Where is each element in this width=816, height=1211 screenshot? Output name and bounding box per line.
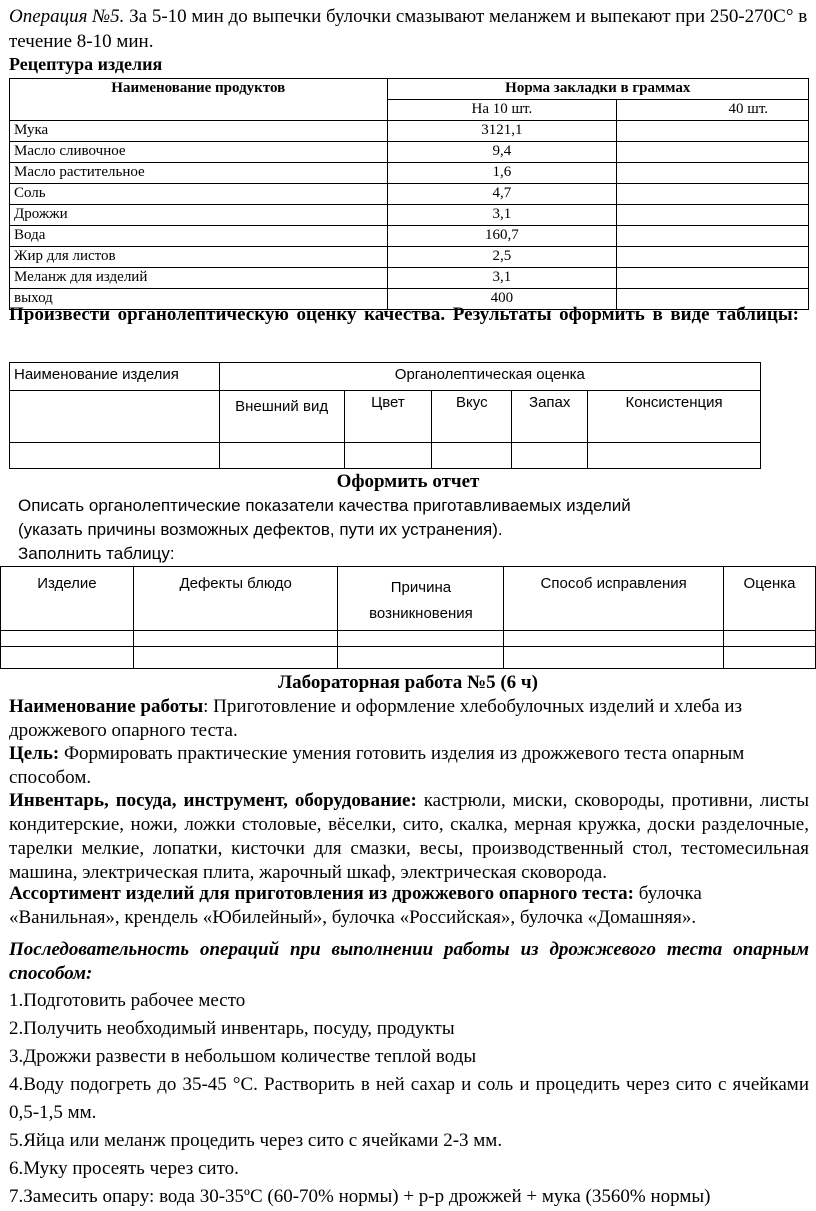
product-qty-10: 1,6 [387, 163, 617, 184]
sub-taste: Вкус [432, 391, 512, 443]
product-qty-10: 400 [387, 289, 617, 310]
product-qty-10: 3,1 [387, 205, 617, 226]
product-name: Соль [10, 184, 388, 205]
goal-text: Формировать практические умения готовить изделия из дрожжевого теста опарным способом. [9, 743, 745, 788]
product-name: Масло сливочное [10, 142, 388, 163]
table-row [10, 268, 809, 289]
product-qty-40 [617, 226, 809, 247]
step-2: 2.Получить необходимый инвентарь, посуду, продукты [9, 1018, 455, 1039]
report-line-1: Описать органолептические показатели качества приготавливаемых изделий [18, 496, 631, 515]
table-row [10, 163, 809, 184]
step-7: 7.Замесить опару: вода 30-35ºС (60-70% нормы) + р-р дрожжей + мука (3560% нормы) [9, 1186, 711, 1207]
product-qty-10: 3,1 [387, 268, 617, 289]
product-qty-10: 2,5 [387, 247, 617, 268]
product-name: Жир для листов [10, 247, 388, 268]
product-qty-40 [617, 163, 809, 184]
inventory-text: кастрюли, миски, сковороды, противни, листы кондитерские, ножи, ложки столовые, вёселки, сито, скалка, мерная кружка, доски разделочные, тарелки мелкие, лопатки, кисточки для смазки, весы, производственный стол, тестомесильная машина, электрическая плита, жарочный шкаф, электрическая сковорода. [9, 790, 809, 883]
product-name: Меланж для изделий [10, 268, 388, 289]
header-norm: Норма закладки в граммах [387, 79, 808, 100]
col-cause: Причина возникновения [338, 567, 504, 631]
table-row [10, 184, 809, 205]
table-row [10, 247, 809, 268]
product-name: Мука [10, 121, 388, 142]
col-product-name: Наименование изделия [10, 363, 220, 391]
inventory-paragraph [9, 789, 809, 885]
col-fix: Способ исправления [504, 567, 724, 631]
step-5: 5.Яйца или меланж процедить через сито с ячейками 2-3 мм. [9, 1130, 503, 1151]
product-name: Масло растительное [10, 163, 388, 184]
report-title: Оформить отчет [336, 471, 480, 492]
sub-smell: Запах [512, 391, 588, 443]
lab-name-text: : Приготовление и оформление хлебобулочных изделий и хлеба из дрожжевого опарного теста. [9, 696, 743, 741]
lab-name-label: Наименование работы [9, 696, 204, 717]
step-4: 4.Воду подогреть до 35-45 °С. Растворить в ней сахар и соль и процедить через сито с ячейками 0,5-1,5 мм. [9, 1074, 809, 1123]
goal-paragraph [9, 742, 809, 790]
product-qty-40 [617, 142, 809, 163]
sub-color: Цвет [344, 391, 432, 443]
goal-label: Цель: [9, 743, 60, 764]
operation-text: За 5-10 мин до выпечки булочки смазывают меланжем и выпекают при 250-270С° в течение 8-10 мин. [9, 6, 808, 52]
task-line-1 [9, 303, 799, 326]
recipe-table [9, 78, 809, 310]
report-line-3: Заполнить таблицу: [18, 544, 175, 563]
col-defects: Дефекты блюдо [133, 567, 338, 631]
recipe-title: Рецептура изделия [9, 54, 163, 74]
organoleptic-table [9, 362, 761, 469]
assortment-text: булочка «Ванильная», крендель «Юбилейный», булочка «Российская», булочка «Домашняя». [9, 883, 702, 928]
table-row [10, 121, 809, 142]
step-3: 3.Дрожжи развести в небольшом количестве теплой воды [9, 1046, 477, 1067]
step-1: 1.Подготовить рабочее место [9, 990, 246, 1011]
table-row [10, 142, 809, 163]
product-qty-40 [617, 247, 809, 268]
header-products: Наименование продуктов [10, 79, 388, 121]
product-name: выход [10, 289, 388, 310]
defect-table [0, 566, 816, 669]
sub-appearance: Внешний вид [219, 391, 344, 443]
product-qty-10: 3121,1 [387, 121, 617, 142]
table-row [10, 226, 809, 247]
col-item: Изделие [1, 567, 134, 631]
report-line-2: (указать причины возможных дефектов, пути их устранения). [18, 520, 503, 539]
product-qty-10: 160,7 [387, 226, 617, 247]
header-40: 40 шт. [617, 100, 809, 121]
product-qty-10: 4,7 [387, 184, 617, 205]
empty-cell [10, 391, 220, 443]
inventory-label: Инвентарь, посуда, инструмент, оборудование: [9, 790, 417, 811]
assortment-paragraph [9, 882, 809, 930]
product-qty-40 [617, 184, 809, 205]
product-name: Дрожжи [10, 205, 388, 226]
sub-consistency: Консистенция [588, 391, 761, 443]
task-text: Произвести органолептическую оценку качества. Результаты оформить в виде таблицы: [9, 304, 799, 325]
operation-label: Операция №5. [9, 6, 125, 27]
product-qty-40 [617, 121, 809, 142]
lab-title: Лабораторная работа №5 (6 ч) [278, 672, 538, 693]
steps-list [9, 987, 809, 1211]
col-evaluation: Органолептическая оценка [219, 363, 760, 391]
product-qty-40 [617, 205, 809, 226]
product-qty-10: 9,4 [387, 142, 617, 163]
product-name: Вода [10, 226, 388, 247]
sequence-title: Последовательность операций при выполнении работы из дрожжевого теста опарным способом: [9, 939, 809, 984]
step-6: 6.Муку просеять через сито. [9, 1158, 239, 1179]
operation-5-paragraph [9, 4, 809, 54]
assortment-label: Ассортимент изделий для приготовления из дрожжевого опарного теста: [9, 883, 635, 904]
lab-name-paragraph [9, 695, 809, 743]
product-qty-40 [617, 268, 809, 289]
header-10: На 10 шт. [387, 100, 617, 121]
table-row [10, 205, 809, 226]
col-score: Оценка [724, 567, 816, 631]
